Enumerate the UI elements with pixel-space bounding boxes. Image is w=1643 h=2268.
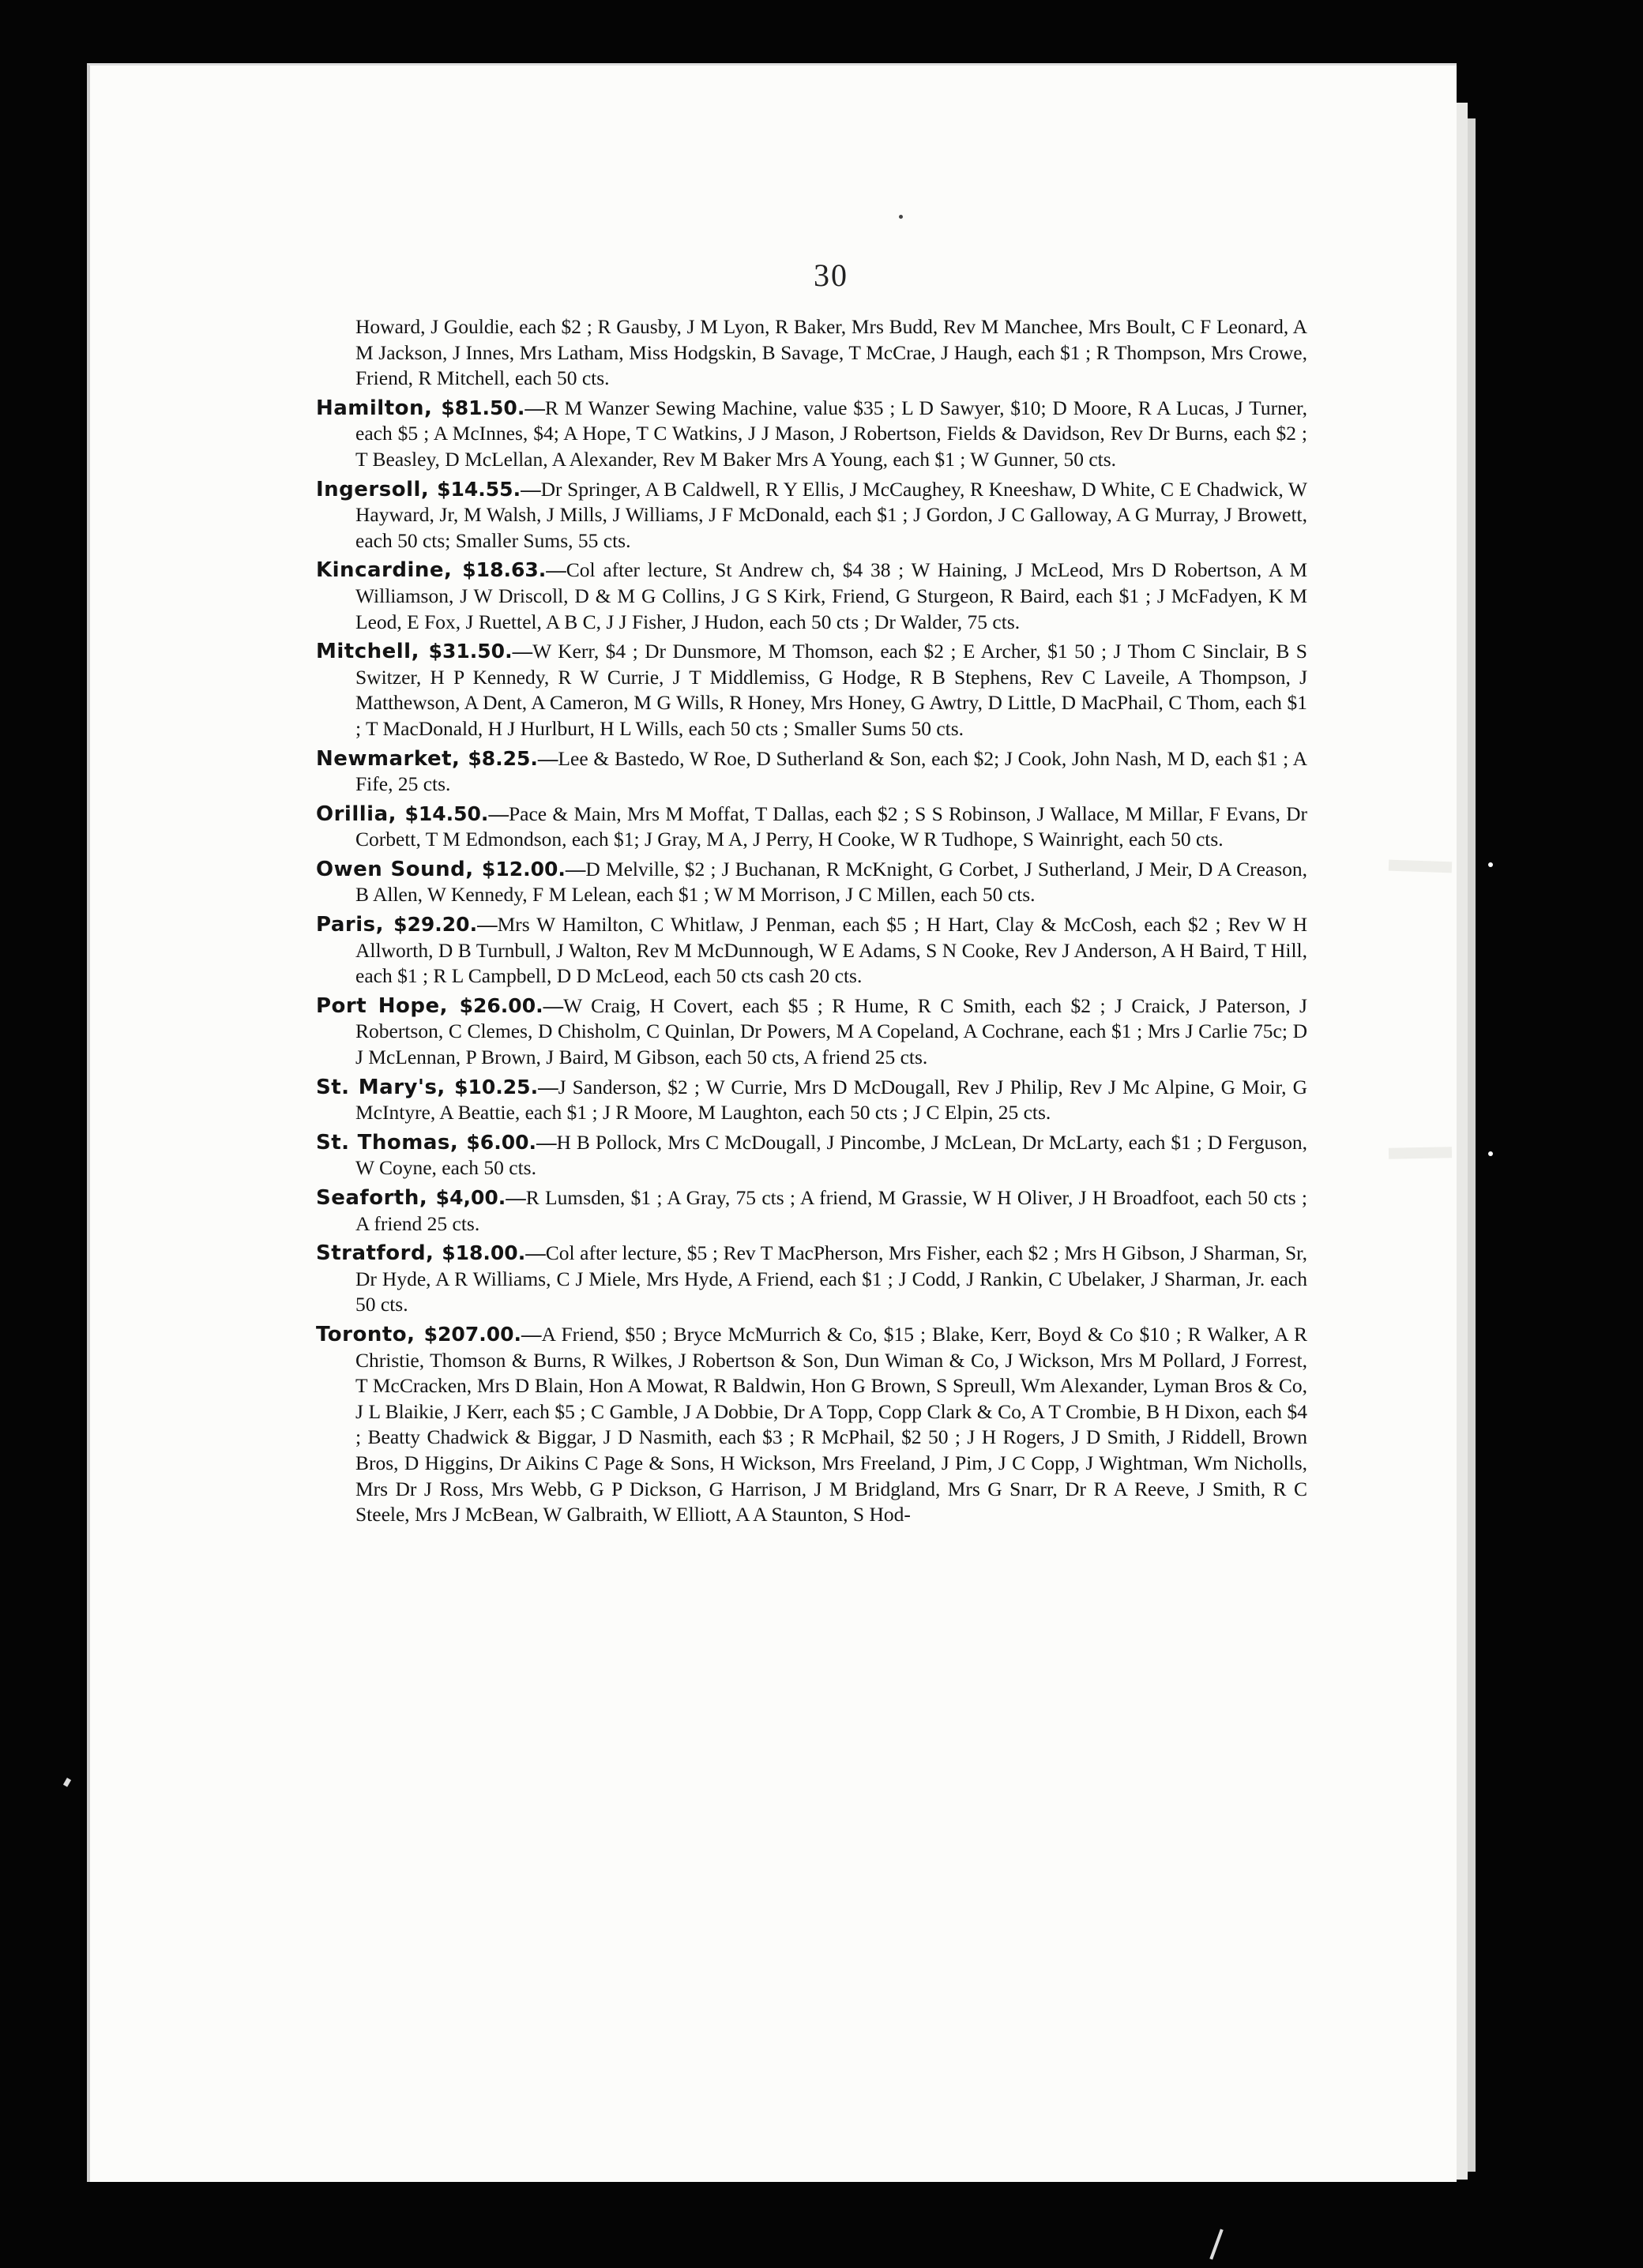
page-number: 30 <box>814 257 848 293</box>
town-amount: $26.00. <box>459 993 543 1017</box>
continuation-paragraph: Howard, J Gouldie, each $2 ; R Gausby, J M Lyon, R Baker, Mrs Budd, Rev M Manchee, Mrs Boult, C F Leonard, A M Jackson, J Innes, Mrs Latham, Miss Hodgskin, B Savage, T McCrae, J Haugh, each $1 ; R Thompson, Mrs Crowe, Friend, R Mitchell, each 50 cts. <box>355 315 1307 390</box>
town-amount: $207.00. <box>423 1322 522 1346</box>
dash-separator: — <box>525 1241 546 1265</box>
binding-mark <box>1389 860 1452 873</box>
binding-hole <box>1488 1151 1493 1156</box>
town-name: Paris, <box>316 913 394 937</box>
town-entry <box>316 1130 1307 1181</box>
binding-hole <box>1488 862 1493 867</box>
dash-separator: — <box>546 558 566 582</box>
town-name: Port Hope, <box>316 993 460 1018</box>
town-entries <box>316 396 1307 1528</box>
dash-separator: — <box>537 746 558 770</box>
dash-separator: — <box>543 993 564 1017</box>
town-amount: $12.00. <box>481 857 566 881</box>
donor-list: Mrs W Hamilton, C Whitlaw, J Penman, each $5 ; H Hart, Clay & McCosh, each $2 ; Rev W H Allworth, D B Turnbull, J Walton, Rev M McDunnough, W E Adams, S N Cooke, Rev J Anderson, A H Baird, T Hill, each $1 ; R L Campbell, D D McLeod, each 50 cts cash 20 cts. <box>355 913 1307 988</box>
town-entry <box>316 1185 1307 1237</box>
donor-list: Pace & Main, Mrs M Moffat, T Dallas, each $2 ; S S Robinson, J Wallace, M Millar, F Evans, Dr Corbett, T M Edmondson, each $1; J Gray, M A, J Perry, H Cooke, W R Tudhope, S Wainright, each 50 cts. <box>355 802 1307 851</box>
dash-separator: — <box>521 477 541 501</box>
donor-list: Col after lecture, St Andrew ch, $4 38 ; W Haining, J McLeod, Mrs D Robertson, A M Williamson, J W Driscoll, D & M G Collins, J G S Kirk, Friend, G Sturgeon, R Baird, each $1 ; J McFadyen, K M Leod, E Fox, J Ruettel, A B C, J J Fisher, J Hudon, each 50 cts ; Dr Walder, 75 cts. <box>355 558 1307 633</box>
donor-list: J Sanderson, $2 ; W Currie, Mrs D McDougall, Rev J Philip, Rev J Mc Alpine, G Moir, G McIntyre, A Beattie, each $1 ; J R Moore, M Laughton, each 50 cts ; J C Elpin, 25 cts. <box>355 1075 1308 1125</box>
donor-list: W Kerr, $4 ; Dr Dunsmore, M Thomson, each $2 ; E Archer, $1 50 ; J Thom C Sinclair, B S Switzer, H P Kennedy, R W Currie, J T Middlemiss, G Hodge, R B Stephens, Rev C Laveile, A Thompson, J Matthewson, A Dent, A Cameron, M G Wills, R Honey, Mrs Honey, G Awtry, D Little, D MacPhail, C Thom, each $1 ; T MacDonald, H J Hurlburt, H L Wills, each 50 cts ; Smaller Sums 50 cts. <box>355 640 1307 740</box>
town-entry <box>316 993 1307 1071</box>
town-name: St. Mary's, <box>316 1075 455 1099</box>
town-name: Orillia, <box>316 802 405 826</box>
dash-separator: — <box>524 396 545 419</box>
town-name: Ingersoll, <box>316 477 438 501</box>
town-entry <box>316 1322 1307 1528</box>
donor-list: W Craig, H Covert, each $5 ; R Hume, R C Smith, each $2 ; J Craick, J Paterson, J Robertson, C Clemes, D Chisholm, C Quinlan, Dr Powers, M A Copeland, A Cochrane, each $1 ; Mrs J Carlie 75c; D J McLennan, P Brown, J Baird, M Gibson, each 50 cts, A friend 25 cts. <box>355 993 1307 1069</box>
town-amount: $6.00. <box>466 1130 536 1154</box>
subscription-list <box>316 314 1307 1532</box>
town-entry <box>316 746 1307 798</box>
donor-list: R Lumsden, $1 ; A Gray, 75 cts ; A friend, M Grassie, W H Oliver, J H Broadfoot, each 50 cts ; A friend 25 cts. <box>355 1186 1307 1235</box>
town-amount: $4,00. <box>435 1186 506 1209</box>
dash-separator: — <box>565 857 586 881</box>
town-amount: $18.63. <box>462 558 547 582</box>
town-entry <box>316 802 1307 853</box>
dash-separator: — <box>538 1075 558 1098</box>
donor-list: A Friend, $50 ; Bryce McMurrich & Co, $15 ; Blake, Kerr, Boyd & Co $10 ; R Walker, A R Christie, Thomson & Burns, R Wilkes, J Robertson & Son, Dun Wiman & Co, J Wickson, Mrs M Pollard, J Forrest, T McCracken, Mrs D Blain, Hon A Mowat, R Baldwin, Hon G Brown, S Spreull, Wm Alexander, Lyman Bros & Co, J L Blaikie, J Kerr, each $5 ; C Gamble, J A Dobbie, Dr A Topp, Copp Clark & Co, A T Crombie, B H Dixon, each $4 ; Beatty Chadwick & Biggar, J D Nasmith, each $3 ; R McPhail, $2 50 ; J H Rogers, J D Smith, J Riddell, Brown Bros, D Higgins, Dr Aikins C Page & Sons, H Wickson, Mrs Freeland, J Pim, J C Copp, J Wightman, Wm Nicholls, Mrs Dr J Ross, Mrs Webb, G P Dickson, G Harrison, J M Bridgland, Mrs G Snarr, Dr R A Reeve, J Smith, R C Steele, Mrs J McBean, W Galbraith, W Elliott, A A Staunton, S Hod- <box>355 1322 1308 1526</box>
dash-separator: — <box>506 1186 526 1209</box>
dash-separator: — <box>477 913 498 937</box>
town-entry <box>316 912 1307 989</box>
town-name: Newmarket, <box>316 746 468 771</box>
town-entry <box>316 558 1307 635</box>
town-amount: $31.50. <box>428 640 513 663</box>
dash-separator: — <box>512 640 533 663</box>
town-entry <box>316 639 1307 742</box>
town-name: Owen Sound, <box>316 857 482 881</box>
town-name: Seaforth, <box>316 1186 436 1210</box>
town-name: Toronto, <box>316 1322 424 1346</box>
town-amount: $18.00. <box>442 1241 526 1265</box>
town-amount: $14.55. <box>437 477 521 501</box>
town-amount: $81.50. <box>441 396 525 419</box>
donor-list: Lee & Bastedo, W Roe, D Sutherland & Son, each $2; J Cook, John Nash, M D, each $1 ; A Fife, 25 cts. <box>355 746 1307 796</box>
town-entry <box>316 396 1307 473</box>
town-amount: $10.25. <box>454 1075 539 1098</box>
town-name: Stratford, <box>316 1241 442 1266</box>
town-entry <box>316 477 1307 554</box>
town-amount: $14.50. <box>404 802 489 825</box>
town-amount: $29.20. <box>393 913 478 937</box>
town-name: Mitchell, <box>316 640 429 664</box>
donor-list: H B Pollock, Mrs C McDougall, J Pincombe, J McLean, Dr McLarty, each $1 ; D Ferguson, W Coyne, each 50 cts. <box>355 1130 1308 1180</box>
paper-speck <box>63 1778 71 1787</box>
town-entry <box>316 1075 1307 1126</box>
town-entry <box>316 1241 1307 1318</box>
dash-separator: — <box>536 1130 557 1154</box>
dash-separator: — <box>521 1322 542 1346</box>
donor-list: Dr Springer, A B Caldwell, R Y Ellis, J McCaughey, R Kneeshaw, D White, C E Chadwick, W Hayward, Jr, M Walsh, J Mills, J Williams, J F McDonald, each $1 ; J Gordon, J C Galloway, A G Murray, J Browett, each 50 cts; Smaller Sums, 55 cts. <box>355 477 1307 552</box>
donor-list: D Melville, $2 ; J Buchanan, R McKnight, G Corbet, J Sutherland, J Meir, D A Creason, B Allen, W Kennedy, F M Lelean, each $1 ; W M Morrison, J C Millen, each 50 cts. <box>355 857 1308 907</box>
paper-speck <box>1209 2229 1223 2260</box>
town-amount: $8.25. <box>468 746 538 770</box>
town-name: Kincardine, <box>316 558 463 583</box>
donor-list: Col after lecture, $5 ; Rev T MacPherson, Mrs Fisher, each $2 ; Mrs H Gibson, J Sharman, Sr, Dr Hyde, A R Williams, C J Miele, Mrs Hyde, A Friend, each $1 ; J Codd, J Rankin, C Ubelaker, J Sharman, Jr. each 50 cts. <box>355 1241 1307 1316</box>
town-entry <box>316 857 1307 908</box>
ink-speck <box>899 215 903 219</box>
donor-list: R M Wanzer Sewing Machine, value $35 ; L D Sawyer, $10; D Moore, R A Lucas, J Turner, each $5 ; A McInnes, $4; A Hope, T C Watkins, J J Mason, J Robertson, Fields & Davidson, Rev Dr Burns, each $2 ; T Beasley, D McLellan, A Alexander, Rev M Baker Mrs A Young, each $1 ; W Gunner, 50 cts. <box>355 396 1307 471</box>
dash-separator: — <box>488 802 509 825</box>
binding-mark <box>1389 1147 1452 1158</box>
town-name: St. Thomas, <box>316 1130 467 1155</box>
town-name: Hamilton, <box>316 396 442 420</box>
